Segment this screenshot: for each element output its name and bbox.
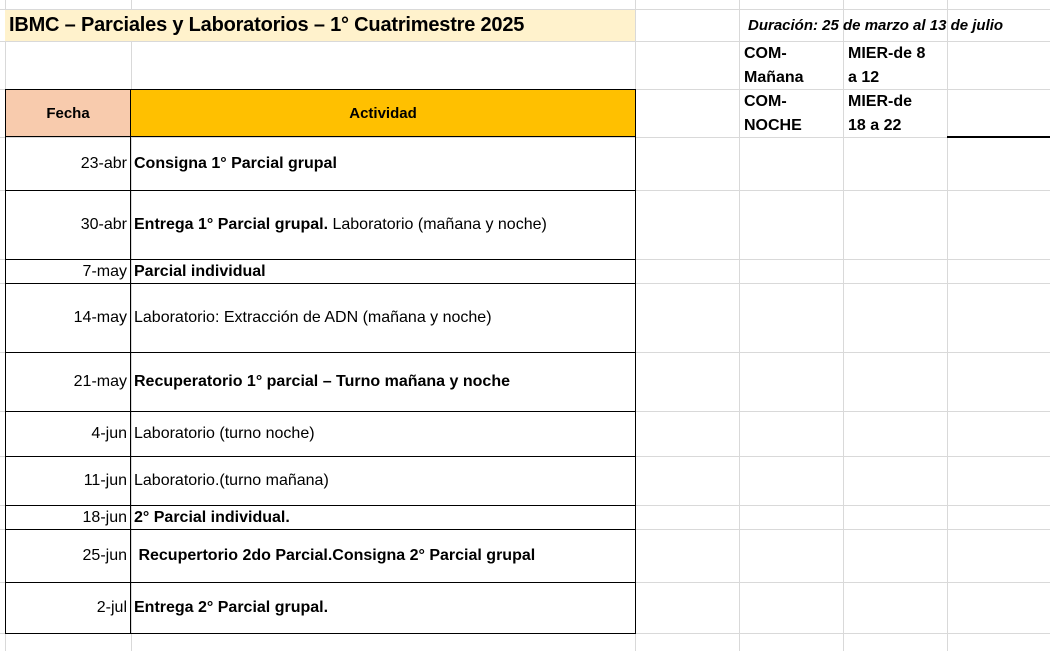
date-cell[interactable]: 25-jun xyxy=(5,530,131,583)
activity-cell[interactable] xyxy=(131,457,636,506)
activity-text: Laboratorio (turno noche) xyxy=(134,425,315,442)
commission-name-line1: COM- xyxy=(744,93,787,110)
commission-morning-schedule[interactable] xyxy=(844,42,947,89)
gridline xyxy=(947,0,948,651)
commission-morning-name[interactable] xyxy=(740,42,843,89)
date-cell[interactable]: 21-may xyxy=(5,353,131,412)
activity-bold-text: Entrega 1° Parcial grupal. xyxy=(134,216,329,233)
header-actividad[interactable]: Actividad xyxy=(131,89,636,137)
activity-cell[interactable] xyxy=(131,506,636,530)
commission-night-schedule[interactable] xyxy=(844,90,947,137)
commission-name-line2: NOCHE xyxy=(744,117,802,134)
schedule-line1: MIER-de xyxy=(848,93,912,110)
commission-name-line2: Mañana xyxy=(744,69,804,86)
activity-bold-text: Parcial individual xyxy=(134,262,266,280)
activity-cell[interactable] xyxy=(131,137,636,191)
activity-cell[interactable] xyxy=(131,353,636,412)
schedule-line2: 18 a 22 xyxy=(848,117,902,134)
date-cell[interactable]: 30-abr xyxy=(5,191,131,260)
date-cell[interactable]: 2-jul xyxy=(5,583,131,634)
date-cell[interactable]: 18-jun xyxy=(5,506,131,530)
activity-bold-text: Entrega 2° Parcial grupal. xyxy=(134,599,329,616)
activity-bold-text: Recupertorio 2do Parcial.Consigna 2° Parcial grupal xyxy=(134,547,536,564)
activity-bold-text: Recuperatorio 1° parcial – Turno mañana y noche xyxy=(134,373,510,390)
activity-bold-text: Consigna 1° Parcial grupal xyxy=(134,154,337,172)
activity-text: Laboratorio (mañana y noche) xyxy=(328,216,547,233)
date-cell[interactable]: 4-jun xyxy=(5,412,131,457)
activity-cell[interactable] xyxy=(131,412,636,457)
commission-night-name[interactable] xyxy=(740,90,843,137)
duration-cell[interactable]: Duración: 25 de marzo al 13 de julio xyxy=(748,17,1004,34)
activity-cell[interactable] xyxy=(131,191,636,260)
header-fecha[interactable]: Fecha xyxy=(5,89,131,137)
activity-text: Laboratorio: Extracción de ADN (mañana y noche) xyxy=(134,309,492,326)
schedule-line2: a 12 xyxy=(848,69,880,86)
date-cell[interactable]: 11-jun xyxy=(5,457,131,506)
activity-cell[interactable] xyxy=(131,583,636,634)
activity-bold-text: 2° Parcial individual. xyxy=(134,508,290,526)
sheet-title[interactable]: IBMC – Parciales y Laboratorios – 1° Cuatrimestre 2025 xyxy=(5,10,635,41)
activity-cell[interactable] xyxy=(131,284,636,353)
commission-name-line1: COM- xyxy=(744,45,787,62)
date-cell[interactable]: 23-abr xyxy=(5,137,131,191)
activity-text: Laboratorio.(turno mañana) xyxy=(134,472,329,489)
border-line xyxy=(947,136,1050,138)
activity-cell[interactable] xyxy=(131,530,636,583)
schedule-line1: MIER-de 8 xyxy=(848,45,926,62)
date-cell[interactable]: 7-may xyxy=(5,260,131,284)
activity-cell[interactable] xyxy=(131,260,636,284)
date-cell[interactable]: 14-may xyxy=(5,284,131,353)
